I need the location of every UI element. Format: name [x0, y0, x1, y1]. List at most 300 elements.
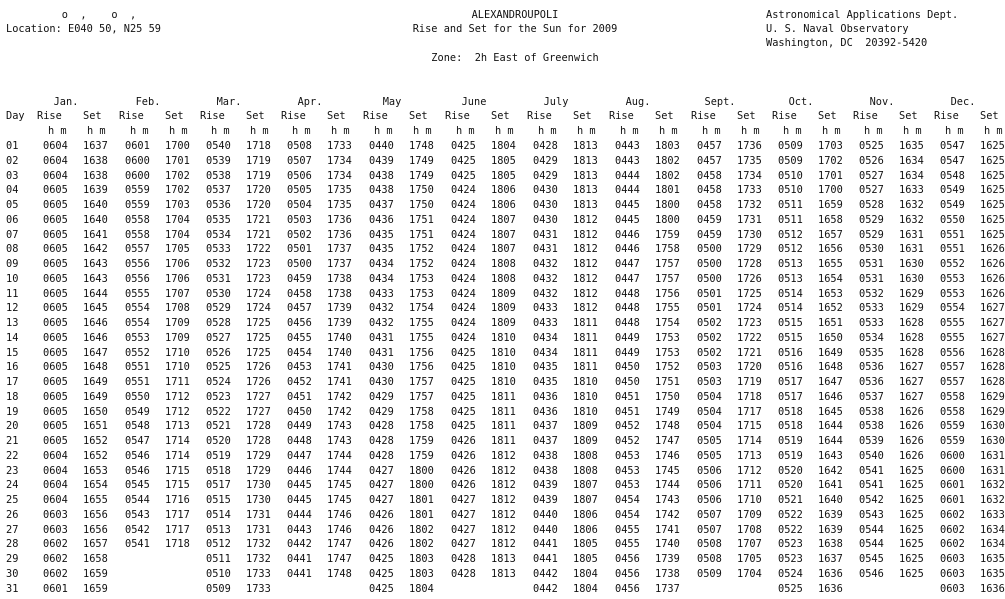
set-time: 1723 — [737, 317, 762, 329]
rise-time: 0549 — [125, 405, 150, 418]
set-time: 1803 — [655, 140, 680, 152]
set-time: 1636 — [818, 582, 843, 595]
set-time: 1703 — [818, 140, 843, 152]
rise-time: 0605 — [43, 346, 68, 359]
set-time: 1627 — [899, 376, 924, 388]
day-number: 13 — [6, 317, 19, 329]
rise-time: 0502 — [697, 317, 722, 329]
rise-time: 0605 — [43, 272, 68, 285]
set-time: 1757 — [655, 258, 680, 270]
set-time: 1739 — [327, 302, 352, 315]
rise-time: 0533 — [859, 317, 884, 329]
rise-time: 0436 — [533, 390, 558, 403]
set-time: 1810 — [573, 376, 598, 388]
set-time: 1711 — [737, 479, 762, 492]
rise-time: 0447 — [615, 258, 640, 270]
set-time: 1654 — [818, 272, 843, 285]
rise-time: 0525 — [778, 582, 803, 595]
rise-time: 0519 — [206, 449, 231, 462]
set-time: 1756 — [655, 287, 680, 300]
rise-time: 0436 — [533, 405, 558, 418]
rise-time: 0500 — [287, 258, 312, 270]
set-time: 1807 — [491, 213, 516, 226]
set-time: 1738 — [327, 272, 352, 285]
hm-label: h m — [741, 125, 760, 137]
rise-time: 0539 — [206, 154, 231, 167]
set-label: Set — [980, 110, 999, 122]
set-time: 1723 — [246, 272, 271, 285]
set-time: 1749 — [655, 405, 680, 418]
set-label: Set — [327, 110, 346, 122]
rise-time: 0425 — [451, 405, 476, 418]
hm-label: h m — [250, 125, 269, 137]
set-time: 1635 — [899, 140, 924, 152]
rise-time: 0428 — [369, 420, 394, 433]
rise-time: 0424 — [451, 228, 476, 241]
rise-time: 0434 — [369, 272, 394, 285]
hm-label: h m — [984, 125, 1003, 137]
rise-time: 0432 — [533, 287, 558, 300]
hm-label: h m — [538, 125, 557, 137]
set-time: 1738 — [327, 287, 352, 300]
rise-time: 0426 — [369, 523, 394, 536]
rise-time: 0550 — [940, 213, 965, 226]
set-time: 1744 — [327, 464, 352, 477]
rise-time: 0538 — [206, 169, 231, 182]
set-time: 1750 — [409, 184, 434, 197]
set-time: 1800 — [655, 199, 680, 211]
set-time: 1631 — [899, 243, 924, 256]
rise-time: 0459 — [697, 228, 722, 241]
set-time: 1625 — [899, 508, 924, 521]
set-time: 1636 — [980, 582, 1005, 595]
rise-time: 0505 — [697, 449, 722, 462]
rise-time: 0433 — [369, 287, 394, 300]
rise-time: 0604 — [43, 464, 68, 477]
rise-time: 0559 — [940, 435, 965, 447]
rise-time: 0505 — [287, 184, 312, 197]
rise-time: 0535 — [206, 213, 231, 226]
rise-time: 0433 — [533, 317, 558, 329]
set-time: 1649 — [83, 390, 108, 403]
month-label: Nov. — [869, 96, 895, 108]
set-time: 1630 — [980, 420, 1005, 433]
hm-label: h m — [413, 125, 432, 137]
set-time: 1735 — [737, 154, 762, 167]
rise-time: 0605 — [43, 390, 68, 403]
set-time: 1706 — [165, 258, 190, 270]
set-time: 1812 — [491, 464, 516, 477]
rise-time: 0431 — [369, 331, 394, 344]
rise-label: Rise — [281, 110, 306, 122]
set-time: 1759 — [655, 228, 680, 241]
set-time: 1726 — [737, 272, 762, 285]
set-time: 1804 — [573, 582, 598, 595]
rise-time: 0520 — [778, 464, 803, 477]
day-number: 31 — [6, 582, 19, 595]
set-time: 1740 — [327, 331, 352, 344]
set-time: 1813 — [573, 184, 598, 197]
rise-time: 0545 — [859, 553, 884, 565]
rise-time: 0601 — [43, 582, 68, 595]
rise-time: 0455 — [615, 538, 640, 551]
rise-time: 0425 — [369, 582, 394, 595]
set-time: 1734 — [327, 154, 352, 167]
rise-time: 0501 — [697, 287, 722, 300]
set-time: 1812 — [491, 538, 516, 551]
rise-time: 0507 — [697, 508, 722, 521]
hm-label: h m — [456, 125, 475, 137]
rise-time: 0426 — [451, 435, 476, 447]
rise-time: 0439 — [533, 494, 558, 506]
set-time: 1643 — [83, 258, 108, 270]
rise-time: 0440 — [369, 140, 394, 152]
set-label: Set — [409, 110, 428, 122]
day-number: 24 — [6, 479, 19, 492]
month-label: Dec. — [950, 96, 976, 108]
set-time: 1725 — [246, 346, 271, 359]
rise-time: 0456 — [615, 582, 640, 595]
rise-time: 0501 — [287, 243, 312, 256]
set-time: 1803 — [409, 567, 434, 580]
set-time: 1805 — [573, 538, 598, 551]
set-time: 1632 — [980, 494, 1005, 506]
day-number: 18 — [6, 390, 19, 403]
day-column-label: Day — [6, 110, 25, 122]
set-time: 1712 — [165, 405, 190, 418]
rise-time: 0605 — [43, 331, 68, 344]
rise-time: 0516 — [778, 361, 803, 374]
rise-time: 0517 — [778, 376, 803, 388]
set-time: 1638 — [83, 154, 108, 167]
set-time: 1718 — [737, 390, 762, 403]
rise-time: 0531 — [859, 272, 884, 285]
day-number: 26 — [6, 508, 19, 521]
rise-time: 0553 — [940, 272, 965, 285]
rise-time: 0544 — [859, 523, 884, 536]
set-time: 1802 — [409, 538, 434, 551]
set-time: 1752 — [409, 258, 434, 270]
rise-time: 0440 — [533, 508, 558, 521]
rise-time: 0510 — [778, 169, 803, 182]
set-time: 1705 — [737, 553, 762, 565]
rise-time: 0537 — [859, 390, 884, 403]
set-time: 1746 — [655, 449, 680, 462]
rise-time: 0514 — [778, 287, 803, 300]
set-time: 1747 — [327, 538, 352, 551]
rise-time: 0437 — [533, 435, 558, 447]
rise-time: 0448 — [615, 287, 640, 300]
set-time: 1717 — [737, 405, 762, 418]
month-label: Apr. — [297, 96, 323, 108]
set-time: 1752 — [409, 243, 434, 256]
rise-time: 0456 — [287, 317, 312, 329]
rise-time: 0559 — [125, 184, 150, 197]
set-time: 1707 — [165, 287, 190, 300]
rise-time: 0601 — [940, 479, 965, 492]
rise-time: 0558 — [940, 405, 965, 418]
day-number: 05 — [6, 199, 19, 211]
set-time: 1726 — [246, 361, 271, 374]
rise-time: 0438 — [369, 184, 394, 197]
rise-time: 0527 — [859, 184, 884, 197]
rise-time: 0446 — [287, 464, 312, 477]
set-time: 1634 — [899, 169, 924, 182]
rise-time: 0453 — [615, 479, 640, 492]
rise-time: 0502 — [697, 331, 722, 344]
rise-time: 0431 — [369, 346, 394, 359]
rise-time: 0455 — [287, 331, 312, 344]
rise-label: Rise — [691, 110, 716, 122]
rise-time: 0515 — [778, 331, 803, 344]
rise-time: 0605 — [43, 302, 68, 315]
set-time: 1629 — [899, 287, 924, 300]
rise-time: 0426 — [369, 538, 394, 551]
set-time: 1625 — [980, 228, 1005, 241]
rise-time: 0605 — [43, 213, 68, 226]
rise-time: 0441 — [287, 567, 312, 580]
rise-label: Rise — [853, 110, 878, 122]
set-time: 1630 — [899, 258, 924, 270]
set-time: 1628 — [899, 331, 924, 344]
set-time: 1652 — [83, 435, 108, 447]
rise-time: 0437 — [533, 420, 558, 433]
rise-time: 0443 — [615, 154, 640, 167]
rise-time: 0430 — [533, 213, 558, 226]
rise-time: 0434 — [533, 346, 558, 359]
set-time: 1812 — [573, 272, 598, 285]
set-time: 1733 — [246, 582, 271, 595]
set-time: 1646 — [83, 331, 108, 344]
rise-time: 0424 — [451, 258, 476, 270]
month-label: Jan. — [53, 96, 79, 108]
set-time: 1721 — [737, 346, 762, 359]
rise-time: 0511 — [778, 199, 803, 211]
set-time: 1637 — [83, 140, 108, 152]
rise-time: 0448 — [287, 435, 312, 447]
set-time: 1741 — [327, 376, 352, 388]
set-time: 1811 — [573, 331, 598, 344]
rise-time: 0540 — [206, 140, 231, 152]
set-time: 1640 — [818, 494, 843, 506]
day-number: 12 — [6, 302, 19, 315]
rise-time: 0523 — [778, 538, 803, 551]
rise-time: 0604 — [43, 140, 68, 152]
rise-time: 0452 — [287, 376, 312, 388]
rise-time: 0523 — [778, 553, 803, 565]
set-time: 1720 — [737, 361, 762, 374]
set-time: 1713 — [737, 449, 762, 462]
rise-time: 0551 — [125, 361, 150, 374]
rise-time: 0425 — [451, 420, 476, 433]
rise-time: 0602 — [940, 508, 965, 521]
set-time: 1752 — [655, 361, 680, 374]
rise-time: 0529 — [859, 213, 884, 226]
set-time: 1637 — [818, 553, 843, 565]
set-time: 1702 — [165, 184, 190, 197]
set-time: 1812 — [573, 302, 598, 315]
set-time: 1751 — [409, 228, 434, 241]
set-time: 1755 — [655, 302, 680, 315]
rise-time: 0506 — [697, 464, 722, 477]
set-time: 1736 — [737, 140, 762, 152]
set-time: 1628 — [899, 317, 924, 329]
set-time: 1704 — [737, 567, 762, 580]
set-time: 1728 — [246, 435, 271, 447]
rise-time: 0519 — [778, 435, 803, 447]
rise-time: 0443 — [615, 140, 640, 152]
set-time: 1726 — [246, 376, 271, 388]
set-time: 1634 — [980, 523, 1005, 536]
rise-time: 0500 — [697, 243, 722, 256]
rise-time: 0525 — [859, 140, 884, 152]
rise-time: 0424 — [451, 302, 476, 315]
rise-time: 0551 — [125, 376, 150, 388]
rise-time: 0513 — [778, 258, 803, 270]
set-time: 1704 — [165, 213, 190, 226]
agency-dept: Astronomical Applications Dept. — [766, 9, 959, 21]
set-time: 1705 — [165, 243, 190, 256]
rise-time: 0428 — [533, 140, 558, 152]
rise-time: 0428 — [451, 567, 476, 580]
rise-time: 0557 — [940, 376, 965, 388]
set-time: 1746 — [327, 523, 352, 536]
set-time: 1626 — [899, 449, 924, 462]
rise-time: 0425 — [451, 140, 476, 152]
rise-time: 0504 — [697, 390, 722, 403]
rise-time: 0458 — [287, 287, 312, 300]
day-number: 14 — [6, 331, 19, 344]
day-number: 30 — [6, 567, 19, 580]
rise-time: 0508 — [287, 140, 312, 152]
rise-time: 0506 — [697, 479, 722, 492]
rise-time: 0543 — [859, 508, 884, 521]
set-time: 1719 — [737, 376, 762, 388]
rise-time: 0451 — [615, 405, 640, 418]
set-time: 1807 — [573, 494, 598, 506]
set-time: 1741 — [327, 361, 352, 374]
set-time: 1702 — [818, 154, 843, 167]
set-time: 1704 — [165, 228, 190, 241]
rise-time: 0424 — [451, 287, 476, 300]
set-time: 1813 — [573, 169, 598, 182]
set-time: 1625 — [980, 184, 1005, 197]
rise-time: 0534 — [206, 228, 231, 241]
rise-time: 0450 — [615, 376, 640, 388]
rise-time: 0442 — [533, 567, 558, 580]
rise-time: 0604 — [43, 494, 68, 506]
set-time: 1625 — [899, 464, 924, 477]
set-time: 1812 — [491, 508, 516, 521]
set-time: 1724 — [737, 302, 762, 315]
rise-time: 0429 — [533, 154, 558, 167]
hm-label: h m — [822, 125, 841, 137]
set-time: 1640 — [83, 199, 108, 211]
rise-time: 0437 — [369, 199, 394, 211]
rise-time: 0542 — [859, 494, 884, 506]
rise-time: 0554 — [940, 302, 965, 315]
set-time: 1656 — [818, 243, 843, 256]
rise-time: 0427 — [369, 464, 394, 477]
set-time: 1737 — [327, 243, 352, 256]
set-time: 1808 — [491, 272, 516, 285]
agency-name: U. S. Naval Observatory — [766, 23, 909, 35]
rise-time: 0425 — [451, 361, 476, 374]
rise-time: 0555 — [125, 287, 150, 300]
rise-time: 0445 — [615, 213, 640, 226]
rise-time: 0450 — [615, 361, 640, 374]
rise-time: 0605 — [43, 287, 68, 300]
set-time: 1748 — [409, 140, 434, 152]
set-time: 1653 — [818, 287, 843, 300]
day-number: 15 — [6, 346, 19, 359]
title-header — [380, 8, 650, 36]
rise-time: 0430 — [533, 199, 558, 211]
set-time: 1648 — [83, 361, 108, 374]
rise-time: 0501 — [697, 302, 722, 315]
rise-time: 0441 — [533, 538, 558, 551]
rise-time: 0605 — [43, 376, 68, 388]
set-time: 1800 — [655, 213, 680, 226]
rise-time: 0453 — [615, 464, 640, 477]
month-label: Aug. — [625, 96, 651, 108]
set-time: 1709 — [737, 508, 762, 521]
rise-time: 0424 — [451, 199, 476, 211]
rise-time: 0541 — [859, 479, 884, 492]
rise-time: 0436 — [369, 213, 394, 226]
rise-time: 0527 — [206, 331, 231, 344]
set-time: 1647 — [83, 346, 108, 359]
rise-time: 0524 — [206, 376, 231, 388]
set-time: 1810 — [573, 405, 598, 418]
set-time: 1801 — [655, 184, 680, 197]
day-number: 20 — [6, 420, 19, 433]
rise-time: 0553 — [125, 331, 150, 344]
set-time: 1626 — [899, 405, 924, 418]
day-number: 22 — [6, 449, 19, 462]
set-time: 1805 — [573, 553, 598, 565]
rise-time: 0425 — [451, 376, 476, 388]
set-time: 1801 — [409, 494, 434, 506]
set-time: 1634 — [980, 538, 1005, 551]
set-time: 1652 — [83, 449, 108, 462]
set-time: 1645 — [818, 405, 843, 418]
set-time: 1738 — [655, 567, 680, 580]
set-time: 1740 — [655, 538, 680, 551]
rise-time: 0531 — [206, 272, 231, 285]
rise-time: 0508 — [697, 553, 722, 565]
set-time: 1700 — [165, 140, 190, 152]
rise-time: 0438 — [369, 169, 394, 182]
rise-time: 0556 — [125, 272, 150, 285]
rise-time: 0459 — [287, 272, 312, 285]
set-time: 1729 — [246, 449, 271, 462]
rise-time: 0452 — [615, 420, 640, 433]
set-time: 1728 — [246, 420, 271, 433]
set-time: 1721 — [246, 228, 271, 241]
rise-time: 0434 — [533, 331, 558, 344]
set-time: 1644 — [818, 420, 843, 433]
set-time: 1809 — [573, 435, 598, 447]
set-time: 1708 — [737, 523, 762, 536]
rise-time: 0446 — [615, 243, 640, 256]
rise-time: 0601 — [125, 140, 150, 152]
rise-time: 0603 — [940, 567, 965, 580]
rise-time: 0559 — [940, 420, 965, 433]
rise-time: 0457 — [287, 302, 312, 315]
hm-label: h m — [945, 125, 964, 137]
set-time: 1812 — [573, 243, 598, 256]
